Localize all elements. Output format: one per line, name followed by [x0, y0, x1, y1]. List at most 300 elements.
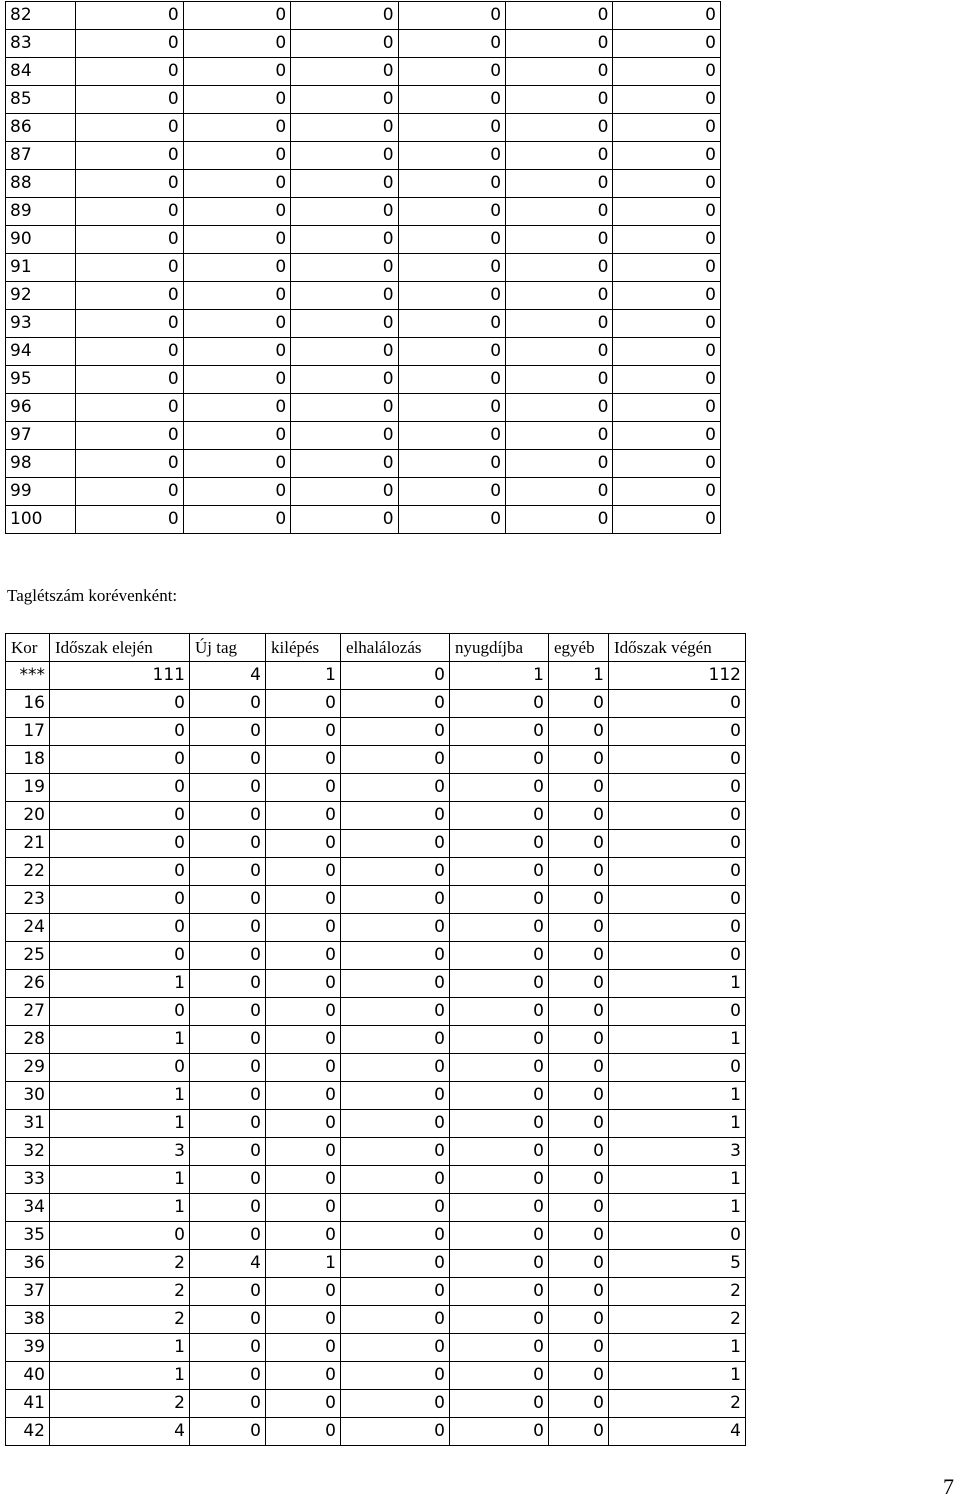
value-cell: 0 — [450, 1362, 549, 1390]
value-cell: 0 — [183, 226, 290, 254]
header-kilepes: kilépés — [266, 634, 341, 662]
value-cell: 0 — [76, 30, 183, 58]
value-cell: 0 — [341, 1390, 450, 1418]
value-cell: 0 — [291, 422, 398, 450]
value-cell: 0 — [341, 914, 450, 942]
value-cell: 0 — [190, 998, 266, 1026]
value-cell: 0 — [450, 774, 549, 802]
value-cell: 0 — [450, 914, 549, 942]
value-cell: 0 — [183, 450, 290, 478]
value-cell: 0 — [506, 394, 613, 422]
value-cell: 1 — [266, 662, 341, 690]
value-cell: 0 — [450, 1054, 549, 1082]
value-cell: 0 — [266, 942, 341, 970]
value-cell: 0 — [506, 506, 613, 534]
value-cell: 0 — [291, 450, 398, 478]
value-cell: 0 — [183, 170, 290, 198]
age-cell: 18 — [6, 746, 50, 774]
value-cell: 0 — [398, 282, 505, 310]
age-cell: 41 — [6, 1390, 50, 1418]
value-cell: 0 — [506, 114, 613, 142]
value-cell: 0 — [506, 142, 613, 170]
value-cell: 0 — [190, 1026, 266, 1054]
value-cell: 0 — [450, 690, 549, 718]
value-cell: 0 — [76, 2, 183, 30]
value-cell: 1 — [50, 970, 190, 998]
value-cell: 0 — [183, 58, 290, 86]
value-cell: 2 — [50, 1278, 190, 1306]
value-cell: 1 — [609, 1082, 746, 1110]
value-cell: 0 — [450, 718, 549, 746]
table-row — [6, 718, 746, 746]
value-cell: 0 — [50, 1054, 190, 1082]
value-cell: 0 — [50, 746, 190, 774]
table-row — [6, 282, 721, 310]
value-cell: 0 — [76, 86, 183, 114]
value-cell: 0 — [50, 858, 190, 886]
value-cell: 0 — [398, 142, 505, 170]
age-cell: 89 — [6, 198, 76, 226]
value-cell: 0 — [291, 478, 398, 506]
table-row — [6, 394, 721, 422]
value-cell: 0 — [76, 366, 183, 394]
value-cell: 0 — [190, 970, 266, 998]
table-row — [6, 2, 721, 30]
header-uj-tag: Új tag — [190, 634, 266, 662]
value-cell: 0 — [76, 450, 183, 478]
header-elhalalozas: elhalálozás — [341, 634, 450, 662]
value-cell: 0 — [190, 1110, 266, 1138]
value-cell: 0 — [76, 506, 183, 534]
value-cell: 0 — [190, 1334, 266, 1362]
value-cell: 0 — [506, 366, 613, 394]
value-cell: 0 — [450, 970, 549, 998]
value-cell: 4 — [190, 1250, 266, 1278]
value-cell: 0 — [506, 338, 613, 366]
value-cell: 0 — [50, 830, 190, 858]
value-cell: 0 — [50, 998, 190, 1026]
value-cell: 0 — [190, 1306, 266, 1334]
table-row — [6, 114, 721, 142]
value-cell: 1 — [609, 1166, 746, 1194]
value-cell: 1 — [609, 1334, 746, 1362]
value-cell: 0 — [341, 1418, 450, 1446]
age-cell: 30 — [6, 1082, 50, 1110]
value-cell: 0 — [613, 310, 721, 338]
value-cell: 0 — [183, 254, 290, 282]
value-cell: 0 — [506, 86, 613, 114]
value-cell: 0 — [609, 830, 746, 858]
value-cell: 0 — [341, 1306, 450, 1334]
value-cell: 0 — [609, 1222, 746, 1250]
age-cell: 91 — [6, 254, 76, 282]
value-cell: 1 — [609, 970, 746, 998]
value-cell: 0 — [266, 914, 341, 942]
value-cell: 0 — [76, 394, 183, 422]
value-cell: 112 — [609, 662, 746, 690]
value-cell: 0 — [450, 1194, 549, 1222]
age-cell: 24 — [6, 914, 50, 942]
value-cell: 0 — [341, 802, 450, 830]
value-cell: 0 — [183, 142, 290, 170]
value-cell: 1 — [50, 1194, 190, 1222]
value-cell: 0 — [450, 1110, 549, 1138]
value-cell: 0 — [506, 170, 613, 198]
value-cell: 0 — [291, 282, 398, 310]
value-cell: 0 — [341, 690, 450, 718]
value-cell: 0 — [613, 114, 721, 142]
table-row — [6, 422, 721, 450]
value-cell: 0 — [549, 1082, 609, 1110]
value-cell: 0 — [549, 1222, 609, 1250]
value-cell: 0 — [50, 690, 190, 718]
value-cell: 0 — [190, 1054, 266, 1082]
age-cell: 100 — [6, 506, 76, 534]
age-cell: 20 — [6, 802, 50, 830]
value-cell: 0 — [549, 1054, 609, 1082]
table-row — [6, 1390, 746, 1418]
value-cell: 0 — [609, 774, 746, 802]
value-cell: 0 — [341, 942, 450, 970]
value-cell: 0 — [549, 1110, 609, 1138]
value-cell: 0 — [609, 746, 746, 774]
value-cell: 0 — [50, 802, 190, 830]
header-egyeb: egyéb — [549, 634, 609, 662]
age-cell: 27 — [6, 998, 50, 1026]
value-cell: 0 — [398, 170, 505, 198]
value-cell: 0 — [398, 114, 505, 142]
value-cell: 0 — [450, 1418, 549, 1446]
value-cell: 0 — [183, 86, 290, 114]
table-row — [6, 746, 746, 774]
age-cell: 93 — [6, 310, 76, 338]
value-cell: 0 — [341, 1138, 450, 1166]
value-cell: 0 — [613, 142, 721, 170]
table-row — [6, 1222, 746, 1250]
value-cell: 0 — [266, 802, 341, 830]
value-cell: 0 — [183, 30, 290, 58]
age-cell: 21 — [6, 830, 50, 858]
value-cell: 0 — [549, 886, 609, 914]
value-cell: 0 — [613, 394, 721, 422]
age-table-continued-body — [6, 2, 721, 534]
value-cell: 0 — [266, 1278, 341, 1306]
value-cell: 0 — [613, 366, 721, 394]
table-row — [6, 30, 721, 58]
value-cell: 0 — [506, 282, 613, 310]
value-cell: 0 — [50, 886, 190, 914]
membership-by-age-body — [6, 662, 746, 1446]
age-cell: 88 — [6, 170, 76, 198]
value-cell: 0 — [613, 170, 721, 198]
value-cell: 0 — [183, 478, 290, 506]
value-cell: 0 — [266, 970, 341, 998]
value-cell: 0 — [76, 310, 183, 338]
age-cell: 95 — [6, 366, 76, 394]
value-cell: 0 — [613, 478, 721, 506]
age-cell: 22 — [6, 858, 50, 886]
value-cell: 2 — [50, 1390, 190, 1418]
value-cell: 0 — [341, 1082, 450, 1110]
table-row — [6, 506, 721, 534]
value-cell: 0 — [549, 914, 609, 942]
value-cell: 0 — [183, 338, 290, 366]
age-cell: 99 — [6, 478, 76, 506]
value-cell: 1 — [266, 1250, 341, 1278]
value-cell: 0 — [190, 1362, 266, 1390]
table-row — [6, 774, 746, 802]
age-cell: 90 — [6, 226, 76, 254]
value-cell: 0 — [341, 1026, 450, 1054]
value-cell: 0 — [190, 1418, 266, 1446]
value-cell: 0 — [398, 366, 505, 394]
value-cell: 0 — [190, 802, 266, 830]
value-cell: 0 — [549, 1166, 609, 1194]
value-cell: 0 — [398, 478, 505, 506]
value-cell: 0 — [291, 2, 398, 30]
age-cell: 36 — [6, 1250, 50, 1278]
value-cell: 1 — [609, 1110, 746, 1138]
value-cell: 0 — [266, 1222, 341, 1250]
value-cell: 0 — [266, 746, 341, 774]
value-cell: 0 — [613, 282, 721, 310]
value-cell: 0 — [450, 886, 549, 914]
value-cell: 0 — [341, 1166, 450, 1194]
value-cell: 0 — [398, 86, 505, 114]
value-cell: 111 — [50, 662, 190, 690]
age-cell: 19 — [6, 774, 50, 802]
table-row — [6, 1362, 746, 1390]
value-cell: 0 — [76, 254, 183, 282]
age-cell: 17 — [6, 718, 50, 746]
value-cell: 0 — [76, 282, 183, 310]
value-cell: 2 — [609, 1278, 746, 1306]
value-cell: 0 — [341, 998, 450, 1026]
table-row — [6, 170, 721, 198]
value-cell: 2 — [609, 1390, 746, 1418]
value-cell: 0 — [613, 198, 721, 226]
value-cell: 0 — [291, 198, 398, 226]
value-cell: 0 — [549, 1306, 609, 1334]
value-cell: 0 — [549, 690, 609, 718]
value-cell: 2 — [50, 1306, 190, 1334]
value-cell: 0 — [506, 422, 613, 450]
value-cell: 0 — [266, 1418, 341, 1446]
value-cell: 0 — [398, 506, 505, 534]
age-cell: 16 — [6, 690, 50, 718]
value-cell: 0 — [398, 198, 505, 226]
value-cell: 0 — [291, 310, 398, 338]
value-cell: 0 — [76, 142, 183, 170]
value-cell: 0 — [266, 1334, 341, 1362]
value-cell: 0 — [76, 226, 183, 254]
value-cell: 0 — [549, 1418, 609, 1446]
age-cell: 82 — [6, 2, 76, 30]
value-cell: 0 — [341, 830, 450, 858]
value-cell: 0 — [183, 2, 290, 30]
value-cell: 0 — [190, 774, 266, 802]
value-cell: 0 — [341, 970, 450, 998]
value-cell: 0 — [266, 690, 341, 718]
value-cell: 3 — [50, 1138, 190, 1166]
table-row — [6, 1334, 746, 1362]
value-cell: 0 — [506, 254, 613, 282]
value-cell: 0 — [183, 366, 290, 394]
table-row — [6, 198, 721, 226]
value-cell: 0 — [341, 1222, 450, 1250]
value-cell: 1 — [50, 1362, 190, 1390]
table-row — [6, 450, 721, 478]
value-cell: 0 — [50, 774, 190, 802]
value-cell: 4 — [609, 1418, 746, 1446]
age-cell: 31 — [6, 1110, 50, 1138]
table-row — [6, 478, 721, 506]
age-cell: 33 — [6, 1166, 50, 1194]
value-cell: 0 — [609, 690, 746, 718]
value-cell: 0 — [190, 858, 266, 886]
value-cell: 0 — [398, 310, 505, 338]
value-cell: 0 — [341, 858, 450, 886]
value-cell: 0 — [266, 1194, 341, 1222]
value-cell: 0 — [613, 422, 721, 450]
value-cell: 0 — [549, 1334, 609, 1362]
value-cell: 1 — [450, 662, 549, 690]
age-cell: 26 — [6, 970, 50, 998]
value-cell: 0 — [266, 1026, 341, 1054]
table-row — [6, 1082, 746, 1110]
table-row — [6, 1194, 746, 1222]
value-cell: 0 — [341, 746, 450, 774]
value-cell: 0 — [183, 114, 290, 142]
table-row — [6, 942, 746, 970]
value-cell: 0 — [291, 226, 398, 254]
value-cell: 0 — [266, 830, 341, 858]
value-cell: 0 — [341, 1362, 450, 1390]
membership-by-age-table — [5, 633, 746, 1446]
value-cell: 0 — [609, 802, 746, 830]
value-cell: 0 — [76, 198, 183, 226]
value-cell: 0 — [190, 830, 266, 858]
value-cell: 0 — [341, 1110, 450, 1138]
table-row — [6, 662, 746, 690]
value-cell: 0 — [190, 1138, 266, 1166]
header-idoszak-vegen: Időszak végén — [609, 634, 746, 662]
value-cell: 0 — [450, 746, 549, 774]
table-row — [6, 690, 746, 718]
value-cell: 0 — [450, 1222, 549, 1250]
age-cell: 32 — [6, 1138, 50, 1166]
value-cell: 1 — [50, 1026, 190, 1054]
value-cell: 0 — [450, 802, 549, 830]
value-cell: 0 — [609, 858, 746, 886]
value-cell: 0 — [613, 450, 721, 478]
value-cell: 0 — [183, 282, 290, 310]
age-cell: 97 — [6, 422, 76, 450]
value-cell: 0 — [398, 58, 505, 86]
age-cell: 37 — [6, 1278, 50, 1306]
value-cell: 0 — [190, 1166, 266, 1194]
value-cell: 0 — [613, 226, 721, 254]
value-cell: 1 — [609, 1362, 746, 1390]
table-row — [6, 998, 746, 1026]
value-cell: 4 — [190, 662, 266, 690]
value-cell: 0 — [341, 886, 450, 914]
value-cell: 0 — [506, 198, 613, 226]
value-cell: 0 — [291, 58, 398, 86]
value-cell: 0 — [506, 478, 613, 506]
value-cell: 0 — [183, 506, 290, 534]
value-cell: 0 — [609, 914, 746, 942]
value-cell: 0 — [613, 86, 721, 114]
table-row — [6, 1418, 746, 1446]
value-cell: 0 — [190, 942, 266, 970]
value-cell: 0 — [291, 338, 398, 366]
value-cell: 0 — [450, 1166, 549, 1194]
value-cell: 0 — [549, 1390, 609, 1418]
value-cell: 0 — [450, 1082, 549, 1110]
table-row — [6, 1138, 746, 1166]
value-cell: 0 — [549, 1362, 609, 1390]
value-cell: 0 — [613, 506, 721, 534]
value-cell: 0 — [291, 170, 398, 198]
table-row — [6, 830, 746, 858]
value-cell: 0 — [506, 310, 613, 338]
age-cell: 83 — [6, 30, 76, 58]
value-cell: 1 — [609, 1026, 746, 1054]
value-cell: 0 — [291, 394, 398, 422]
value-cell: 0 — [50, 718, 190, 746]
value-cell: 0 — [613, 254, 721, 282]
value-cell: 0 — [549, 858, 609, 886]
value-cell: 1 — [50, 1334, 190, 1362]
age-cell: 35 — [6, 1222, 50, 1250]
value-cell: 0 — [506, 30, 613, 58]
value-cell: 0 — [190, 718, 266, 746]
value-cell: 0 — [549, 1278, 609, 1306]
value-cell: 0 — [76, 478, 183, 506]
table-row — [6, 254, 721, 282]
value-cell: 0 — [341, 1054, 450, 1082]
value-cell: 0 — [50, 1222, 190, 1250]
value-cell: 0 — [549, 1194, 609, 1222]
value-cell: 0 — [183, 394, 290, 422]
value-cell: 0 — [549, 774, 609, 802]
value-cell: 0 — [291, 142, 398, 170]
value-cell: 0 — [609, 942, 746, 970]
value-cell: 0 — [450, 1278, 549, 1306]
table-row — [6, 1110, 746, 1138]
value-cell: 1 — [549, 662, 609, 690]
value-cell: 0 — [549, 802, 609, 830]
value-cell: 0 — [398, 450, 505, 478]
value-cell: 0 — [398, 338, 505, 366]
table-row — [6, 914, 746, 942]
value-cell: 0 — [450, 1026, 549, 1054]
age-cell: 38 — [6, 1306, 50, 1334]
table-row — [6, 1166, 746, 1194]
value-cell: 0 — [266, 858, 341, 886]
value-cell: 0 — [549, 1026, 609, 1054]
table-row — [6, 86, 721, 114]
value-cell: 0 — [266, 1306, 341, 1334]
table-row — [6, 142, 721, 170]
value-cell: 0 — [341, 718, 450, 746]
age-cell: 28 — [6, 1026, 50, 1054]
value-cell: 0 — [398, 226, 505, 254]
value-cell: 0 — [450, 858, 549, 886]
value-cell: 0 — [613, 338, 721, 366]
value-cell: 0 — [341, 1250, 450, 1278]
